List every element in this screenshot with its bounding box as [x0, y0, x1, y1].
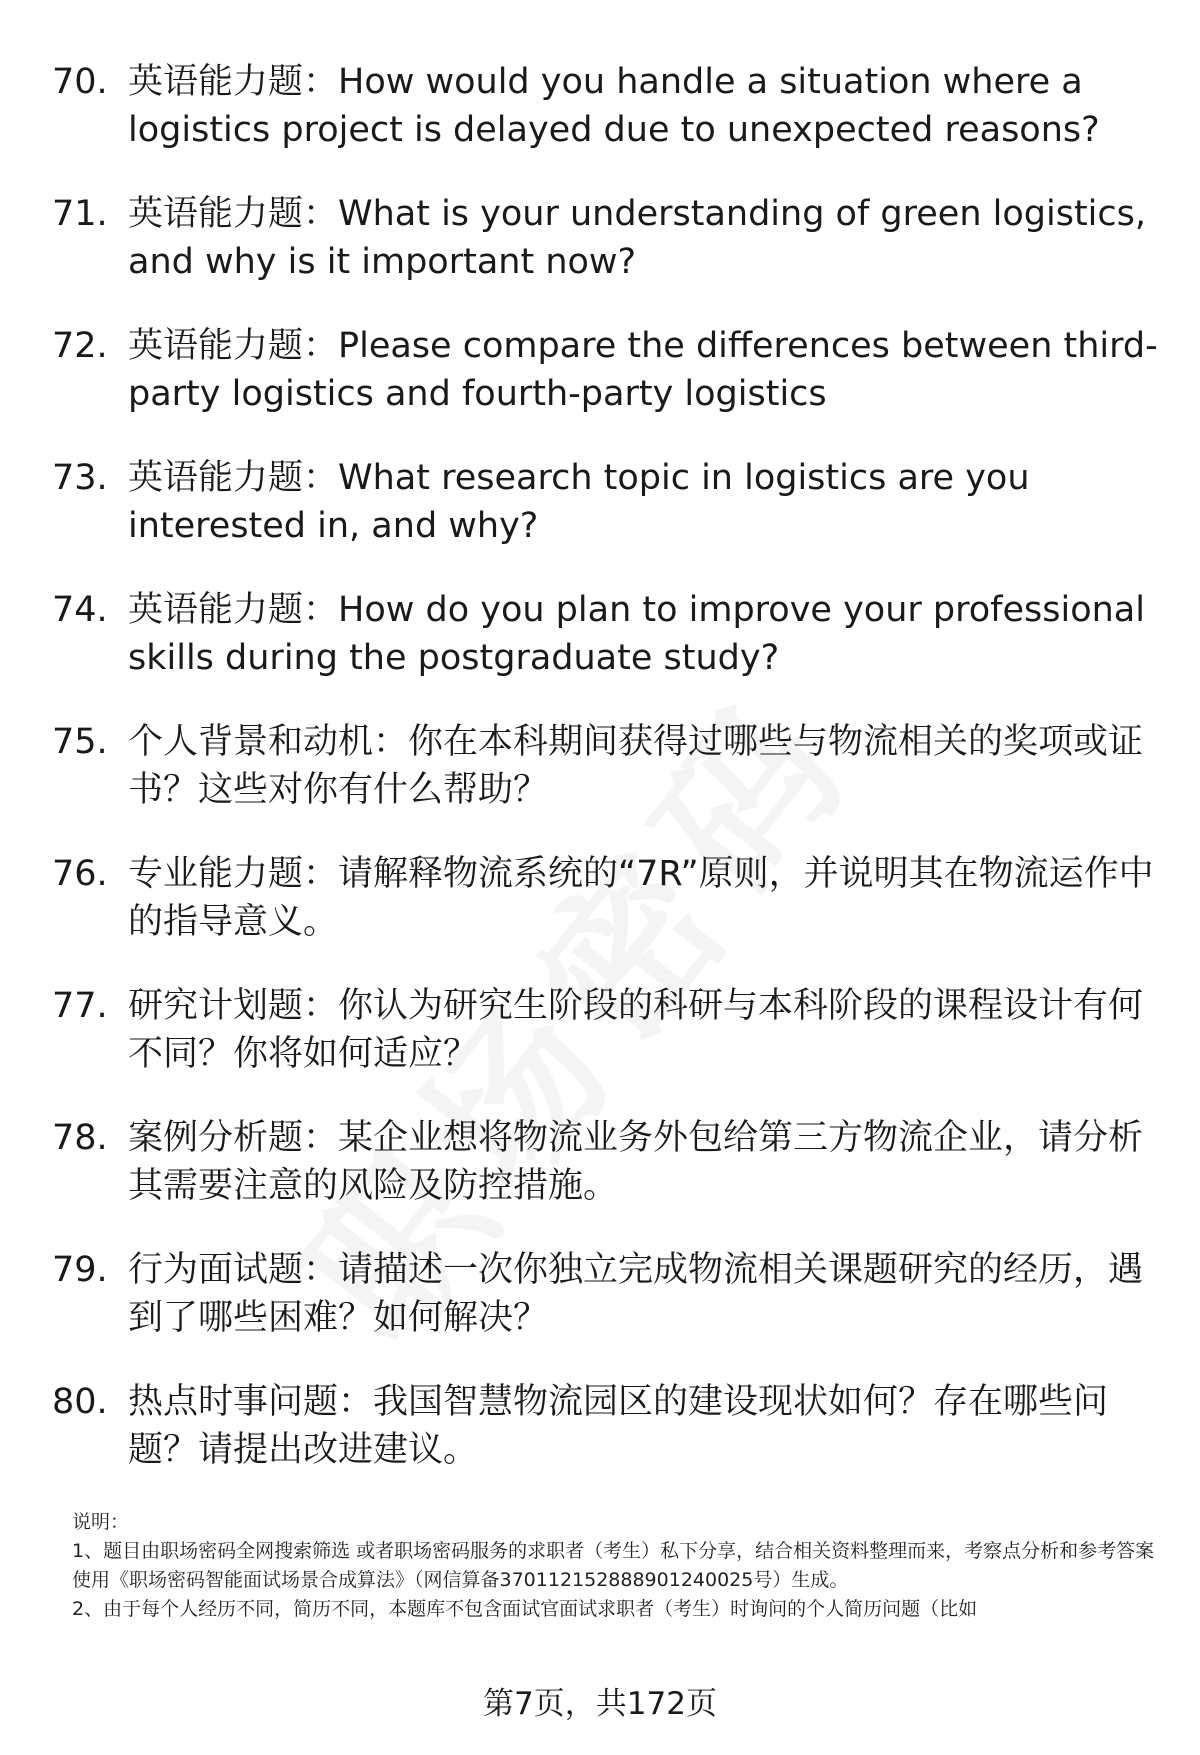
question-number: 78. [52, 1118, 108, 1158]
question-item [0, 718, 1200, 850]
question-text: 热点时事问题：我国智慧物流园区的建设现状如何？存在哪些问题？请提出改进建议。 [128, 1382, 1109, 1470]
question-number: 70. [52, 62, 108, 102]
question-item [0, 322, 1200, 454]
question-item [0, 1378, 1200, 1510]
notes-section [72, 1508, 1172, 1624]
question-text: 英语能力题：What research topic in logistics are you interested in, and why? [128, 458, 1030, 546]
question-number: 80. [52, 1382, 108, 1422]
question-item [0, 1114, 1200, 1246]
question-item [0, 850, 1200, 982]
question-number: 72. [52, 326, 108, 366]
question-text: 英语能力题：Please compare the differences between third-party logistics and fourth-party logistics [128, 326, 1158, 414]
question-number: 75. [52, 722, 108, 762]
question-text: 研究计划题：你认为研究生阶段的科研与本科阶段的课程设计有何不同？你将如何适应？ [128, 986, 1144, 1074]
question-item [0, 1246, 1200, 1378]
question-number: 77. [52, 986, 108, 1026]
question-text: 英语能力题：How would you handle a situation where a logistics project is delayed due to unexpected reasons? [128, 62, 1100, 150]
question-item [0, 190, 1200, 322]
question-text: 个人背景和动机：你在本科期间获得过哪些与物流相关的奖项或证书？这些对你有什么帮助？ [128, 722, 1144, 810]
question-text: 行为面试题：请描述一次你独立完成物流相关课题研究的经历，遇到了哪些困难？如何解决？ [128, 1250, 1144, 1338]
question-item [0, 454, 1200, 586]
question-item [0, 982, 1200, 1114]
question-item [0, 58, 1200, 190]
question-text: 英语能力题：What is your understanding of green logistics, and why is it important now? [128, 194, 1146, 282]
question-number: 73. [52, 458, 108, 498]
question-number: 71. [52, 194, 108, 234]
page-footer: 第7页，共172页 [483, 1686, 717, 1722]
question-item [0, 586, 1200, 718]
question-list [0, 58, 1200, 1510]
notes-line-2: 2、由于每个人经历不同，简历不同，本题库不包含面试官面试求职者（考生）时询问的个人简历问题（比如 [72, 1598, 978, 1620]
notes-heading: 说明： [72, 1511, 130, 1533]
notes-line-1: 1、题目由职场密码全网搜索筛选 或者职场密码服务的求职者（考生）私下分享，结合相关资料整理而来，考察点分析和参考答案使用《职场密码智能面试场景合成算法》（网信算备370112152888901240025号）生成。 [72, 1540, 1155, 1591]
question-text: 案例分析题：某企业想将物流业务外包给第三方物流企业，请分析其需要注意的风险及防控措施。 [128, 1118, 1144, 1206]
question-text: 英语能力题：How do you plan to improve your professional skills during the postgraduate study? [128, 590, 1145, 678]
question-number: 76. [52, 854, 108, 894]
question-number: 79. [52, 1250, 108, 1290]
question-number: 74. [52, 590, 108, 630]
question-text: 专业能力题：请解释物流系统的“7R”原则，并说明其在物流运作中的指导意义。 [128, 854, 1154, 942]
